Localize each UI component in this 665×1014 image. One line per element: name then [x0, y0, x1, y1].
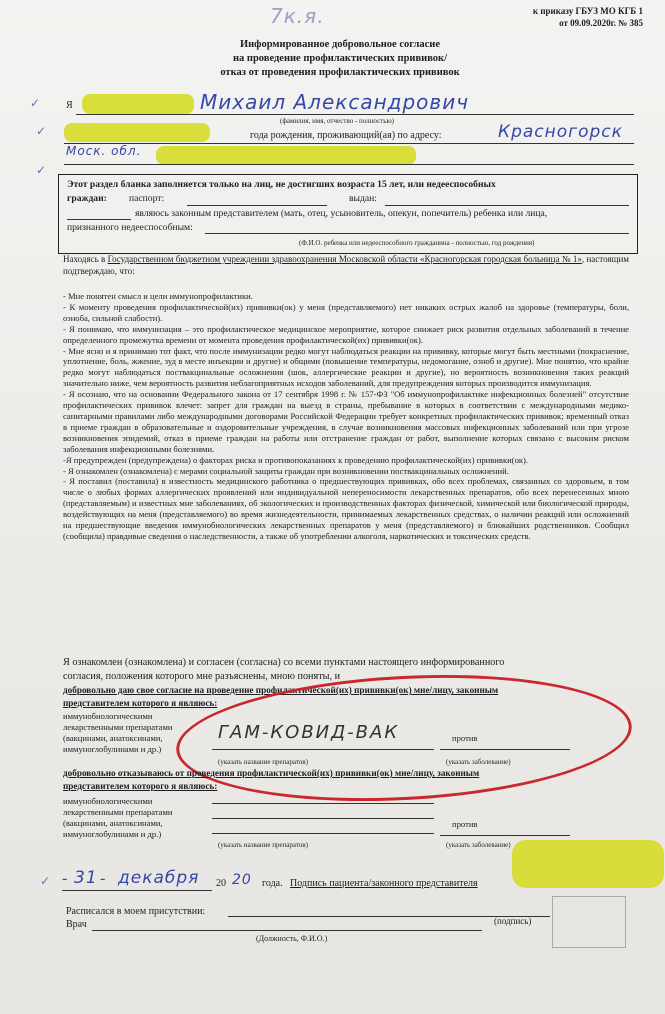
redaction-highlight	[156, 146, 416, 165]
refusal-field-2	[212, 818, 434, 819]
ilp-label-1-refusal: иммунобиологическими	[63, 796, 153, 806]
consent-line: добровольно даю свое согласие на проведение профилактической(их) прививки(ок) мне/лицу, законным	[63, 685, 499, 695]
refusal-field-3	[212, 833, 434, 834]
statement-item: - Я осознаю, что на основании Федерального закона от 17 сентября 1998 г. № 157-ФЗ "Об иммунопрофилактике инфекционных болезней" отсутствие профилактических прививок влечет: запрет для граждан на выезд в страны, пребывание в которых в соответствии с международными медико-санитарными правилами либо международными договорами Российской Федерации требует конкретных профилактических прививок; временный отказ в приеме граждан в образовательные и оздоровительные учреждения, в случае возникновения массовых инфекционных заболеваний или при угрозе возникновения эпидемий, отказ в приеме граждан на работы или отстранение граждан от работ, выполнение которых связано с высоким риском заболевания инфекционными болезнями.	[63, 389, 629, 454]
name-underline	[76, 114, 634, 115]
ilp-label-2-refusal: лекарственными препаратами	[63, 807, 173, 817]
guardian-section-box	[58, 174, 638, 254]
intro-paragraph	[63, 254, 629, 277]
guardian-field	[67, 219, 131, 220]
issued-field	[385, 205, 629, 206]
statement-item: - Я ознакомлен (ознакомлена) с мерами социальной защиты граждан при возникновении поствакцинальных осложнений.	[63, 465, 509, 476]
order-ref-line2: от 09.09.2020г. № 385	[559, 18, 643, 28]
day-handwritten: 31	[74, 868, 98, 888]
passport-field	[187, 205, 327, 206]
redaction-highlight	[512, 840, 664, 888]
refusal-line2: представителем которого я являюсь:	[63, 781, 218, 791]
address-underline-2	[64, 164, 634, 165]
caption-disease-refusal: (указать заболевание)	[446, 841, 511, 849]
ilp-label-1: иммунобиологическими	[63, 711, 153, 721]
year-prefix: 20	[216, 878, 226, 889]
ilp-label-4-refusal: иммуноглобулинами и др.)	[63, 829, 162, 839]
ilp-label-4: иммуноглобулинами и др.)	[63, 744, 162, 754]
check-mark: ✓	[36, 124, 47, 138]
birth-address-label: года рождения, проживающий(ая) по адресу:	[250, 130, 442, 141]
guardian-name-field	[205, 233, 629, 234]
passport-label: паспорт:	[129, 193, 165, 204]
statement-item: - К моменту проведения профилактической(их) прививки(ок) у меня (представляемого) нет никаких острых жалоб на здоровье (температуры, боли, озноба, сильной слабости).	[63, 301, 629, 323]
signature-caption: (подпись)	[494, 916, 532, 926]
handwritten-top-note: 7к.я.	[270, 4, 325, 28]
refusal-disease-field	[440, 835, 570, 836]
agreement-line2: согласия, положения которого мне разъяснены, мною поняты, и	[63, 671, 341, 682]
signature-box	[552, 896, 626, 948]
check-mark: ✓	[30, 96, 41, 110]
witness-label: Расписался в моем присутствии:	[66, 906, 206, 917]
year-label: года.	[262, 878, 283, 889]
check-mark: ✓	[40, 874, 51, 888]
guardian-caption: (Ф.И.О. ребенка или недееспособного гражданина - полностью, год рождения)	[299, 239, 535, 247]
statement-item: - Мне ясно и я принимаю тот факт, что после иммунизации редко могут наблюдаться реакции на прививку, которые могут быть местными (покраснение, уплотнение, боль, жжение, зуд в месте инъекции и другие) и общими (повышение температуры, недомогание, озноб и другие). Мне понятно, что крайне редко могут наблюдаться поствакцинальные осложнения (шок, аллергические реакции и другие), но вероятность возникновения таких реакций значительно ниже, чем вероятность развития неблагоприятных исходов заболеваний, для предупреждения которых производится иммунизация.	[63, 345, 629, 389]
city-handwritten: Красногорск	[498, 122, 623, 142]
intro-part1: Находясь в	[63, 254, 108, 264]
name-caption: (фамилия, имя, отчество - полностью)	[280, 117, 395, 125]
guardian-line3: являюсь законным представителем (мать, отец, усыновитель, опекун, попечитель) ребенка или лица,	[135, 208, 548, 219]
region-handwritten: Моск. обл.	[66, 144, 142, 158]
against-label-refusal: против	[452, 819, 478, 829]
doctor-field	[92, 930, 482, 931]
institution-name: Государственном бюджетном учреждении здравоохранения Московской области «Красногорская городская больница № 1»	[107, 254, 582, 264]
date-dash: -	[62, 870, 68, 887]
title-line2: на проведение профилактических прививок/	[232, 53, 448, 64]
caption-preparat: (указать название препаратов)	[218, 758, 308, 766]
redaction-highlight	[82, 94, 194, 114]
guardian-line1: Этот раздел бланка заполняется только на лиц, не достигших возраста 15 лет, или недееспособных	[67, 179, 496, 190]
vaccine-name-handwritten: ГАМ-КОВИД-ВАК	[218, 722, 400, 743]
refusal-field-1	[212, 803, 434, 804]
statement-item: - Мне понятен смысл и цели иммунопрофилактики.	[63, 291, 253, 301]
doctor-label: Врач	[66, 919, 87, 930]
issued-label: выдан:	[349, 193, 377, 204]
statement-item: -Я предупрежден (предупреждена) о факторах риска и противопоказаниях к проведению профилактической(их) прививки(ок).	[63, 454, 529, 465]
guardian-line4: признанного недееспособным:	[67, 222, 193, 233]
guardian-line2: граждан:	[67, 193, 107, 204]
month-handwritten: декабря	[118, 868, 200, 888]
patient-signature-label: Подпись пациента/законного представителя	[290, 878, 478, 889]
patient-name-handwritten: Михаил Александрович	[200, 90, 470, 114]
against-label: против	[452, 733, 478, 743]
ilp-label-3: (вакцинами, анатоксинами,	[63, 733, 163, 743]
position-caption: (Должность, Ф.И.О.)	[256, 934, 328, 943]
date-underline	[62, 890, 212, 891]
date-dash-2: -	[100, 870, 106, 887]
consent-line2: представителем которого я являюсь:	[63, 698, 218, 708]
refusal-line: добровольно отказываюсь от проведения профилактической(их) прививки(ок) мне/лицу, законным	[63, 768, 480, 778]
year-handwritten: 20	[232, 872, 252, 888]
caption-disease: (указать заболевание)	[446, 758, 511, 766]
ilp-label-3-refusal: (вакцинами, анатоксинами,	[63, 818, 163, 828]
redaction-highlight	[64, 123, 210, 142]
statement-item: - Я понимаю, что иммунизация – это профилактическое медицинское мероприятие, которое снижает риск развития отдельных заболеваний в течение определенного промежутка времени от момента проведения профилактической(их) прививки(ок).	[63, 323, 629, 345]
caption-preparat-refusal: (указать название препаратов)	[218, 841, 308, 849]
intro-part2: , настоящим подтверждаю, что:	[63, 254, 629, 276]
statements-list	[63, 291, 629, 542]
title-line1: Информированное добровольное согласие	[239, 39, 441, 50]
title-line3: отказ от проведения профилактических прививок	[220, 67, 460, 78]
check-mark: ✓	[36, 163, 47, 177]
agreement-line1: Я ознакомлен (ознакомлена) и согласен (согласна) со всеми пунктами настоящего информированного	[63, 657, 505, 668]
patient-prefix: Я	[66, 100, 73, 111]
ilp-label-2: лекарственными препаратами	[63, 722, 173, 732]
address-underline	[64, 143, 634, 144]
order-ref-line1: к приказу ГБУЗ МО КГБ 1	[532, 6, 643, 16]
statement-item: - Я поставил (поставила) в известность медицинского работника о предшествующих прививках, обо всех проблемах, связанных со здоровьем, в том числе о любых формах аллергических проявлений или индивидуальной непереносимости лекарственных препаратов, обо всех перенесенных мною (представляемым) и известных мне заболеваниях, об экологических и производственных факторах физической, химической или биологической природы, воздействующих на меня (представляемого) во время жизнедеятельности, принимаемых лекарственных средствах, о наличии реакций или осложнений на предшествующие введения иммунобиологических лекарственных препаратов у меня (представляемого) и ближайших родственников. Сообщил (сообщила) правдивые сведения о наследственности, а также об употреблении алкоголя, наркотических и токсических средств.	[63, 476, 629, 541]
